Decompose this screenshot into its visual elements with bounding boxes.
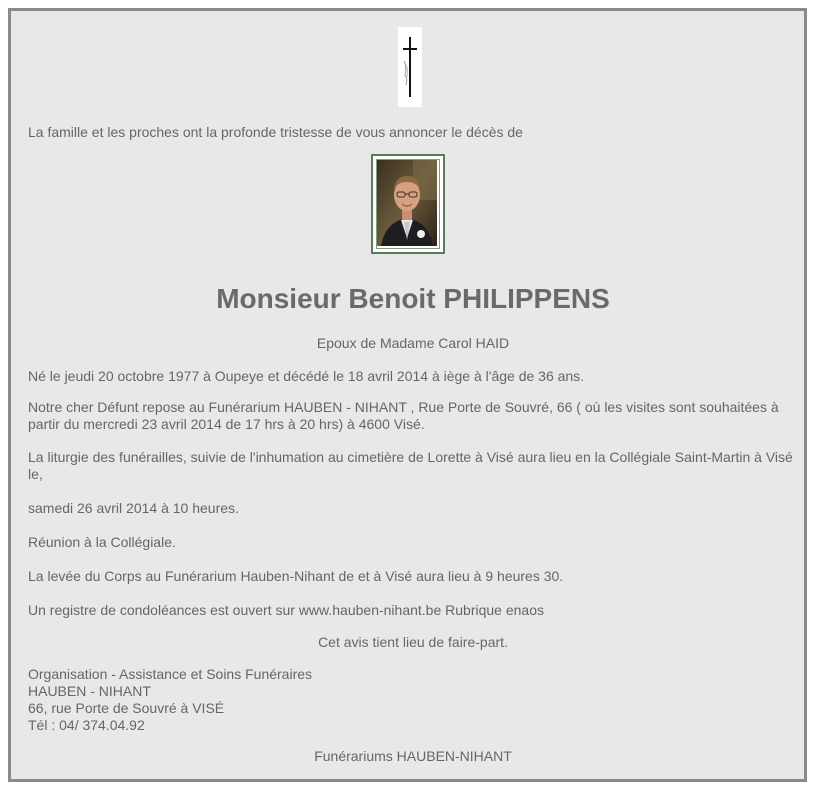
portrait-photo [371,154,445,254]
meeting-text: Réunion à la Collégiale. [28,534,176,550]
organisation-line1: Organisation - Assistance et Soins Funéraires [28,666,313,682]
rest-text: Notre cher Défunt repose au Funérarium HAUBEN - NIHANT , Rue Porte de Souvré, 66 ( où les visites sont souhaitées à partir du mercredi 23 avril 2014 de 17 hrs à 20 hrs) à 4600 Visé. [28,399,779,432]
birth-death-text: Né le jeudi 20 octobre 1977 à Oupeye et décédé le 18 avril 2014 à iège à l'âge de 36 ans. [28,368,585,384]
organisation-phone: Tél : 04/ 374.04.92 [28,717,145,733]
footer-text: Funérariums HAUBEN-NIHANT [314,748,512,764]
deceased-name: Monsieur Benoit PHILIPPENS [216,283,610,314]
spouse-text: Epoux de Madame Carol HAID [316,335,510,351]
register-text: Un registre de condoléances est ouvert sur www.hauben-nihant.be Rubrique enaos [28,602,544,618]
liturgy-text: La liturgie des funérailles, suivie de l'inhumation au cimetière de Lorette à Visé aura lieu en la Collégiale Saint-Martin à Visé le, [28,449,793,482]
notice-text: Cet avis tient lieu de faire-part. [318,634,508,650]
organisation-block [28,666,798,734]
obituary-card [8,8,807,782]
organisation-line3: 66, rue Porte de Souvré à VISÉ [28,700,225,716]
intro-text: La famille et les proches ont la profonde tristesse de vous annoncer le décès de [28,124,523,140]
date-time-text: samedi 26 avril 2014 à 10 heures. [28,500,239,516]
removal-text: La levée du Corps au Funérarium Hauben-Nihant de et à Visé aura lieu à 9 heures 30. [28,568,564,584]
cross-emblem [398,27,422,107]
portrait-image [377,160,437,246]
cross-icon [398,27,422,107]
organisation-line2: HAUBEN - NIHANT [28,683,151,699]
